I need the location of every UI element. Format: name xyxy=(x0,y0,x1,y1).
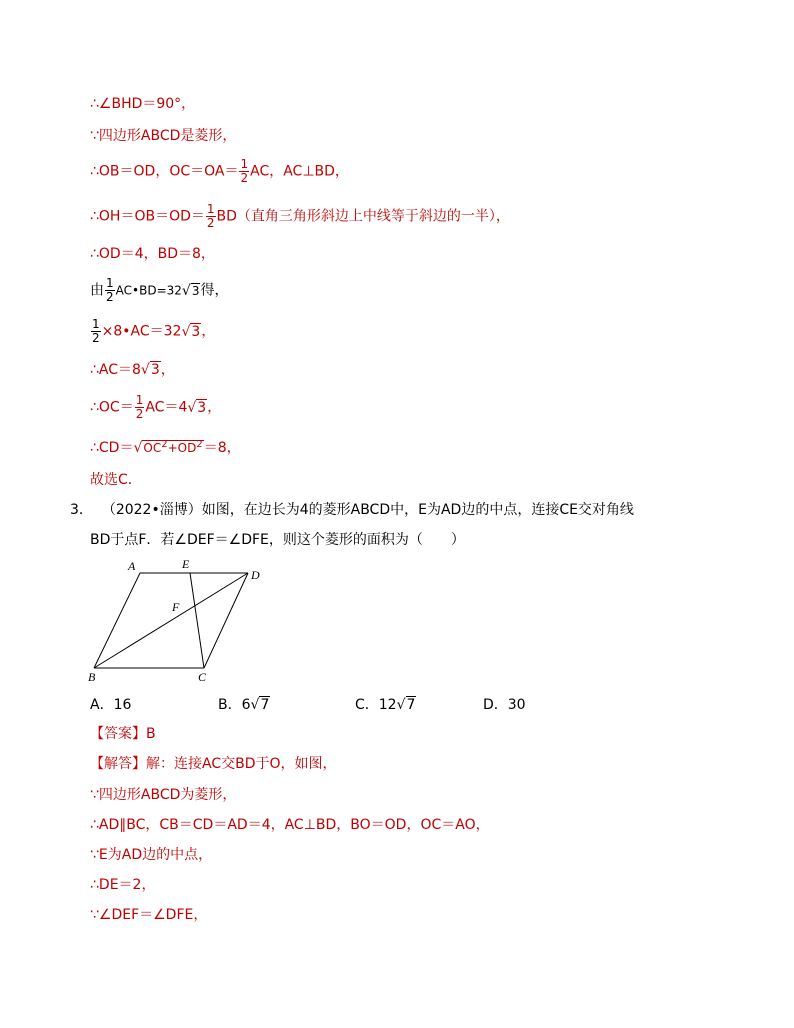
edge-cd xyxy=(204,573,248,668)
solution-line-4: ∴OH＝OB＝OD＝ $\frac{1}{2}$ BD（直角三角形斜边上中线等于斜边的一半）， xyxy=(90,202,510,230)
label-e: E xyxy=(182,557,190,571)
sqrt-symbol: √3 xyxy=(187,399,207,416)
label-a: A xyxy=(128,559,136,573)
sqrt-symbol: √7 xyxy=(396,697,416,713)
fraction-half: $\frac{1}{2}$ xyxy=(106,276,114,304)
label-f: F xyxy=(172,600,180,614)
solution-q3-line-2: ∵四边形ABCD为菱形， xyxy=(90,787,237,803)
answer-value: B xyxy=(146,726,156,742)
segment-ce xyxy=(190,573,204,668)
solution-line-1: ∴∠BHD＝90°， xyxy=(90,96,196,112)
fraction-half: $\frac{1}{2}$ xyxy=(135,393,144,421)
sqrt-symbol: $√OC^2+OD^2$ xyxy=(133,439,203,456)
option-b: B．6√7 xyxy=(218,697,270,713)
fraction-half: $\frac{1}{2}$ xyxy=(240,157,249,185)
fraction-half: $\frac{1}{2}$ xyxy=(206,202,215,230)
solution-line-9: ∴OC＝ $\frac{1}{2}$ AC＝4√3， xyxy=(90,393,222,421)
option-d: D．30 xyxy=(483,697,526,713)
question-3-line-2: BD于点F．若∠DEF＝∠DFE，则这个菱形的面积为（ ） xyxy=(90,532,465,548)
solution-line-8: ∴AC＝8√3， xyxy=(90,362,175,378)
label-b: B xyxy=(88,670,96,684)
solution-line-5: ∴OD＝4，BD＝8， xyxy=(90,246,215,262)
option-c: C．12√7 xyxy=(355,697,416,713)
solution-line-3 xyxy=(90,158,349,185)
solution-tag: 【解答】 xyxy=(90,756,146,772)
sqrt-symbol: √7 xyxy=(250,697,270,713)
solution-line-2: ∵四边形ABCD是菱形， xyxy=(90,128,237,144)
sqrt-symbol: √3 xyxy=(140,362,160,378)
sqrt-symbol: √3 xyxy=(181,282,200,299)
text: ∴OB＝OD，OC＝OA＝ xyxy=(90,163,239,180)
solution-q3-line-6: ∵∠DEF＝∠DFE， xyxy=(90,907,208,923)
label-c: C xyxy=(198,670,207,684)
answer-line xyxy=(90,724,156,744)
solution-q3-line-4: ∵E为AD边的中点， xyxy=(90,847,213,863)
label-d: D xyxy=(251,568,260,582)
solution-line-7: $\frac{1}{2}$ ×8•AC＝32√3， xyxy=(92,317,216,345)
solution-q3-line-1: 【解答】解：连接AC交BD于O，如图， xyxy=(90,756,337,772)
option-a: A．16 xyxy=(90,697,132,713)
solution-line-6: 由 $\frac{1}{2}$ AC•BD=32√3得， xyxy=(90,276,229,304)
fraction-half: $\frac{1}{2}$ xyxy=(92,317,100,345)
answer-tag: 【答案】 xyxy=(90,726,146,742)
rhombus-figure xyxy=(84,555,269,685)
sqrt-symbol: √3 xyxy=(181,323,201,340)
solution-line-10: $\therefore CD=√OC^2+OD^2=8$， xyxy=(90,435,241,458)
solution-q3-line-3: ∴AD∥BC，CB＝CD＝AD＝4，AC⊥BD，BO＝OD，OC＝AO， xyxy=(90,817,490,833)
solution-line-11: 故选C． xyxy=(90,472,142,488)
solution-q3-line-5: ∴DE＝2， xyxy=(90,877,156,893)
text: AC，AC⊥BD， xyxy=(250,163,349,180)
question-3-line-1: 3． （2022•淄博）如图，在边长为4的菱形ABCD中，E为AD边的中点，连接CE交对角线 xyxy=(70,502,634,518)
